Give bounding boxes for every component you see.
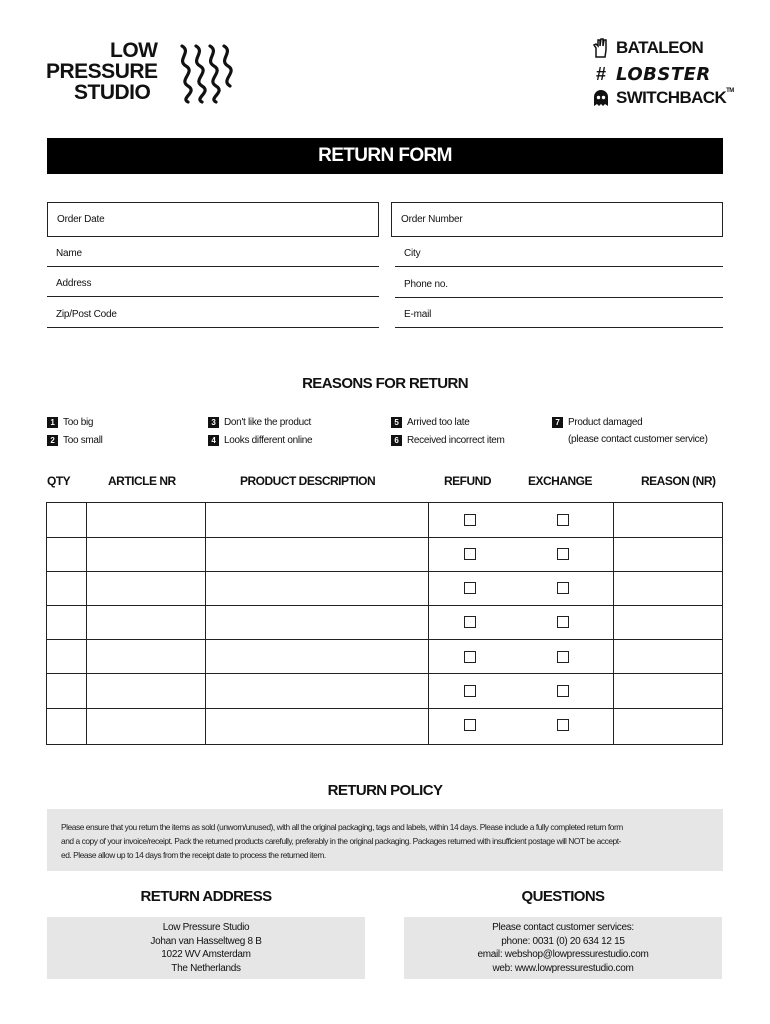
hash-icon: #: [595, 63, 606, 84]
policy-text: [47, 809, 723, 871]
row-divider: [47, 673, 722, 674]
web-link[interactable]: web: www.lowpressurestudio.com: [492, 962, 634, 974]
exchange-header: EXCHANGE: [528, 474, 593, 488]
address-line: 1022 WV Amsterdam: [161, 949, 251, 960]
policy-line: ed. Please allow up to 14 days from the receipt date to process the returned item.: [61, 850, 326, 860]
address-line: Low Pressure Studio: [162, 922, 250, 933]
low-pressure-studio-logo: [46, 40, 236, 106]
address-line: Johan van Hasseltweg 8 B: [150, 935, 262, 947]
return-address-title: RETURN ADDRESS: [140, 888, 272, 905]
exchange-checkbox[interactable]: [557, 514, 569, 526]
exchange-checkbox[interactable]: [557, 685, 569, 697]
return-address-box: [47, 917, 365, 979]
logo-line-2: PRESSURE: [46, 60, 158, 83]
row-divider: [47, 639, 722, 640]
reason-item: 3 Don't like the product: [208, 415, 311, 429]
email-field[interactable]: E-mail: [395, 302, 723, 328]
reasons-title: REASONS FOR RETURN: [302, 375, 468, 392]
reason-item: 1 Too big: [47, 415, 93, 429]
exchange-checkbox[interactable]: [557, 616, 569, 628]
questions-title: QUESTIONS: [521, 888, 605, 905]
ghost-icon: [590, 87, 612, 109]
qty-header: QTY: [47, 474, 71, 488]
row-divider: [47, 605, 722, 606]
order-date-field[interactable]: Order Date: [47, 202, 379, 237]
switchback-logo: [590, 86, 734, 110]
logo-line-3: STUDIO: [74, 81, 151, 104]
exchange-checkbox[interactable]: [557, 651, 569, 663]
switchback-name: SWITCHBACK™: [616, 88, 734, 107]
refund-checkbox[interactable]: [464, 719, 476, 731]
exchange-checkbox[interactable]: [557, 582, 569, 594]
address-line: The Netherlands: [171, 962, 241, 974]
form-title: RETURN FORM: [47, 138, 723, 174]
reason-item: 6 Received incorrect item: [391, 433, 505, 447]
name-field[interactable]: Name: [47, 241, 379, 267]
address-field[interactable]: Address: [47, 271, 379, 297]
refund-header: REFUND: [444, 474, 491, 488]
reason-item: 2 Too small: [47, 433, 103, 447]
lobster-name: LOBSTER: [616, 63, 711, 85]
exchange-checkbox[interactable]: [557, 548, 569, 560]
refund-checkbox[interactable]: [464, 651, 476, 663]
return-items-table: [46, 502, 723, 745]
reason-header: REASON (NR): [641, 474, 716, 488]
logo-line-1: LOW: [110, 39, 158, 62]
brand-logos: [590, 36, 740, 112]
policy-line: and a copy of your invoice/receipt. Pack the returned products carefully, preferably in the original packaging. Packages returned with insufficient postage will NOT be accept-: [61, 836, 621, 846]
refund-checkbox[interactable]: [464, 548, 476, 560]
waves-icon: [174, 42, 236, 104]
bataleon-logo: [590, 36, 703, 60]
city-field[interactable]: City: [395, 241, 723, 267]
hand-icon: [590, 37, 612, 59]
policy-line: Please ensure that you return the items as sold (unworn/unused), with all the original packaging, tags and labels, within 14 days. Please include a fully completed return form: [61, 822, 623, 832]
policy-title: RETURN POLICY: [327, 782, 443, 799]
email-link[interactable]: email: webshop@lowpressurestudio.com: [477, 949, 649, 960]
bataleon-name: BATALEON: [616, 38, 704, 57]
row-divider: [47, 537, 722, 538]
article-header: ARTICLE NR: [108, 474, 176, 488]
refund-checkbox[interactable]: [464, 685, 476, 697]
reason-item: 7 Product damaged: [552, 415, 642, 429]
phone-line: phone: 0031 (0) 20 634 12 15: [501, 935, 625, 947]
lobster-logo: [590, 62, 711, 86]
reason-item: 4 Looks different online: [208, 433, 312, 447]
questions-box: [404, 917, 722, 979]
refund-checkbox[interactable]: [464, 582, 476, 594]
description-header: PRODUCT DESCRIPTION: [240, 474, 376, 488]
exchange-checkbox[interactable]: [557, 719, 569, 731]
row-divider: [47, 571, 722, 572]
reason-item: 5 Arrived too late: [391, 415, 469, 429]
phone-field[interactable]: Phone no.: [395, 272, 723, 298]
order-number-field[interactable]: Order Number: [391, 202, 723, 237]
row-divider: [47, 708, 722, 709]
contact-line: Please contact customer services:: [492, 922, 634, 933]
reason-note: (please contact customer service): [568, 434, 708, 445]
refund-checkbox[interactable]: [464, 514, 476, 526]
zip-field[interactable]: Zip/Post Code: [47, 302, 379, 328]
refund-checkbox[interactable]: [464, 616, 476, 628]
